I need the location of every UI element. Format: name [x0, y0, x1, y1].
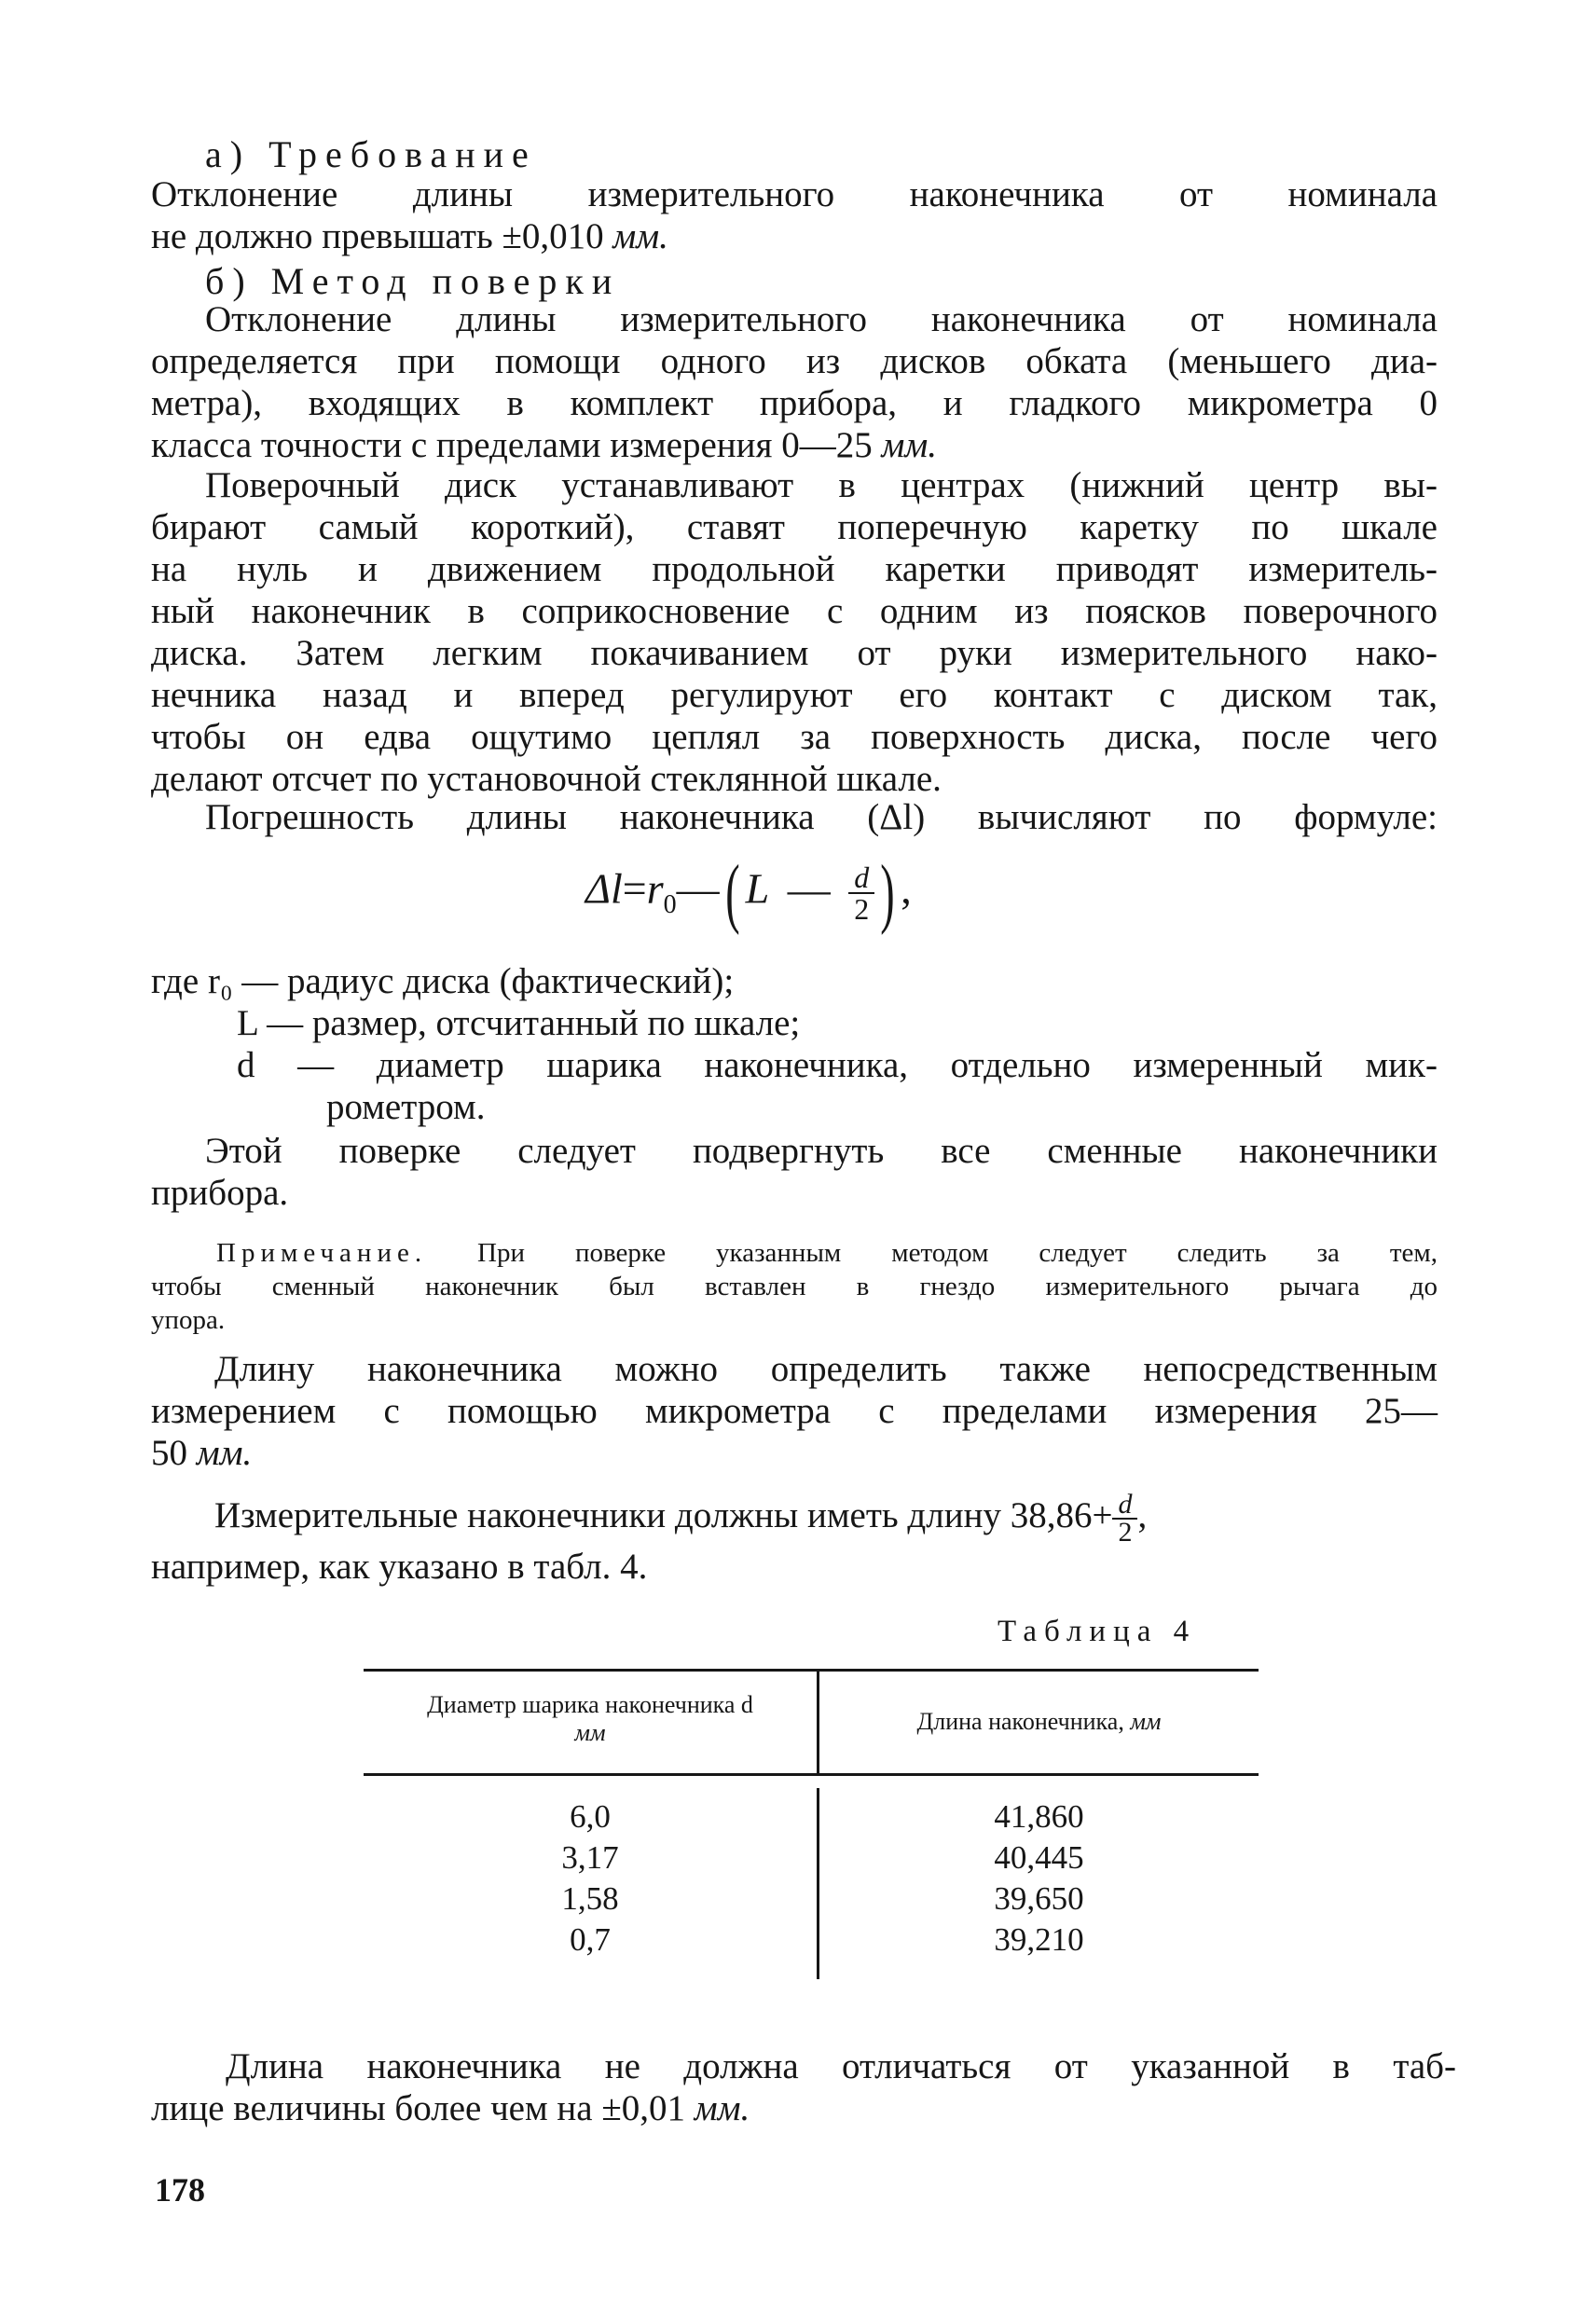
unit-text: мм. — [196, 1433, 253, 1473]
table-4 — [364, 1669, 1259, 1986]
text-line: например, как указано в табл. 4. — [151, 1547, 648, 1587]
text-line: ный наконечник в соприкосновение с одним из поясков поверочного — [151, 591, 1438, 631]
inline-fraction — [1112, 1489, 1137, 1548]
text-line: делают отсчет по установочной стеклянной шкале. — [151, 759, 942, 799]
left-paren: ( — [724, 849, 740, 936]
table-cell: 39,210 — [994, 1921, 1084, 1958]
heading-method: б) Метод поверки — [205, 260, 621, 302]
note-line: упора. — [151, 1305, 226, 1335]
text-line: определяется при помощи одного из дисков обката (меньшего диа- — [151, 341, 1438, 381]
table-header-length — [819, 1708, 1259, 1736]
paragraph-method-1 — [151, 298, 1438, 466]
table-cell: 6,0 — [570, 1798, 611, 1835]
formula-fraction — [848, 862, 874, 924]
formula-legend — [151, 960, 1438, 1128]
table-cell: 41,860 — [994, 1798, 1084, 1835]
paragraph-requirement — [151, 173, 1438, 257]
formula — [585, 849, 912, 936]
text-line: Погрешность длины наконечника (Δl) вычисляют по формуле: — [205, 797, 1438, 837]
note-line — [151, 1236, 1438, 1270]
fraction-numerator: d — [854, 860, 870, 894]
paragraph-micrometer — [151, 1348, 1438, 1474]
heading-requirement: а) Требование — [205, 133, 537, 175]
text-line: Длину наконечника можно определить также непосредственным — [214, 1349, 1438, 1389]
text-line: на нуль и движением продольной каретки приводят измеритель- — [151, 549, 1438, 589]
table-cell: 1,58 — [561, 1880, 619, 1917]
note-line: чтобы сменный наконечник был вставлен в гнездо измерительного рычага до — [151, 1272, 1438, 1301]
text-fragment: класса точности с пределами измерения 0—25 — [151, 425, 873, 465]
text-line — [151, 215, 1438, 257]
text-line — [151, 1432, 1438, 1474]
text-line: нечника назад и вперед регулируют его контакт с диском так, — [151, 675, 1438, 715]
legend-line-d-cont: рометром. — [326, 1087, 486, 1127]
fraction-numerator: d — [1118, 1489, 1133, 1520]
legend-line-L: L — размер, отсчитанный по шкале; — [237, 1003, 801, 1043]
table-cell: 3,17 — [561, 1839, 619, 1876]
legend-line-r0: где r₀ — радиус диска (фактический); — [151, 961, 735, 1001]
formula-r-sub: 0 — [663, 889, 677, 919]
text-fragment: не должно превышать ±0,010 — [151, 216, 604, 256]
paragraph-formula-intro — [205, 796, 1438, 838]
text-line: прибора. — [151, 1173, 289, 1213]
formula-r: r — [646, 864, 664, 913]
header-unit: мм — [1130, 1708, 1162, 1735]
note-label: Примечание. — [216, 1238, 428, 1268]
page-number: 178 — [155, 2171, 205, 2209]
text-line: метра), входящих в комплект прибора, и гладкого микрометра 0 — [151, 383, 1438, 423]
formula-tail: , — [901, 864, 912, 913]
text-line: бирают самый короткий), ставят поперечную каретку по шкале — [151, 507, 1438, 547]
unit-text: мм. — [881, 425, 938, 465]
text-line: диска. Затем легким покачиванием от руки измерительного нако- — [151, 633, 1438, 673]
table-caption: Таблица 4 — [998, 1615, 1197, 1648]
text-fragment: Измерительные наконечники должны иметь длину 38,86+ — [214, 1494, 1113, 1535]
right-paren: ) — [880, 849, 895, 936]
text-fragment: лице величины более чем на ±0,01 — [151, 2088, 686, 2128]
text-line: Длина наконечника не должна отличаться от указанной в таб- — [226, 2046, 1456, 2086]
text-fragment: При поверке указанным методом следует следить за тем, — [477, 1238, 1438, 1268]
header-unit: мм — [574, 1719, 606, 1746]
fraction-denominator: 2 — [1112, 1518, 1137, 1546]
text-fragment: 50 — [151, 1433, 187, 1473]
formula-minus: — — [676, 864, 720, 913]
table-top-rule — [364, 1669, 1259, 1672]
text-line: измерением с помощью микрометра с пределами измерения 25— — [151, 1391, 1438, 1431]
text-line: чтобы он едва ощутимо цеплял за поверхность диска, после чего — [151, 717, 1438, 757]
table-header-rule — [364, 1773, 1259, 1776]
paragraph-method-2 — [151, 464, 1438, 800]
text-line — [151, 1489, 1456, 1548]
formula-eq: = — [622, 864, 647, 913]
formula-minus2: — — [787, 864, 831, 913]
paragraph-all-tips — [151, 1130, 1438, 1214]
table-header-diameter — [364, 1691, 817, 1747]
text-line: Отклонение длины измерительного наконечника от номинала — [151, 174, 1438, 214]
paragraph-tolerance — [151, 2045, 1456, 2129]
unit-text: мм. — [694, 2088, 750, 2128]
paragraph-tip-length — [151, 1489, 1456, 1588]
note-block — [151, 1236, 1438, 1337]
formula-L: L — [745, 864, 770, 913]
text-line — [151, 2087, 1456, 2129]
legend-line-d: d — диаметр шарика наконечника, отдельно измеренный мик- — [237, 1045, 1438, 1085]
unit-text: мм. — [612, 216, 668, 256]
text-line: Этой поверке следует подвергнуть все сменные наконечники — [205, 1131, 1438, 1171]
text-line: Поверочный диск устанавливают в центрах (нижний центр вы- — [205, 465, 1438, 505]
header-text: Длина наконечника, — [916, 1708, 1124, 1735]
table-cell: 39,650 — [994, 1880, 1084, 1917]
text-line — [151, 424, 1438, 466]
formula-lhs: Δl — [585, 864, 623, 913]
header-text: Диаметр шарика наконечника d — [427, 1691, 753, 1718]
text-fragment: , — [1137, 1494, 1148, 1535]
fraction-denominator: 2 — [848, 892, 874, 924]
table-cell: 0,7 — [570, 1921, 611, 1958]
table-cell: 40,445 — [994, 1839, 1084, 1876]
text-line: Отклонение длины измерительного наконечника от номинала — [205, 299, 1438, 339]
